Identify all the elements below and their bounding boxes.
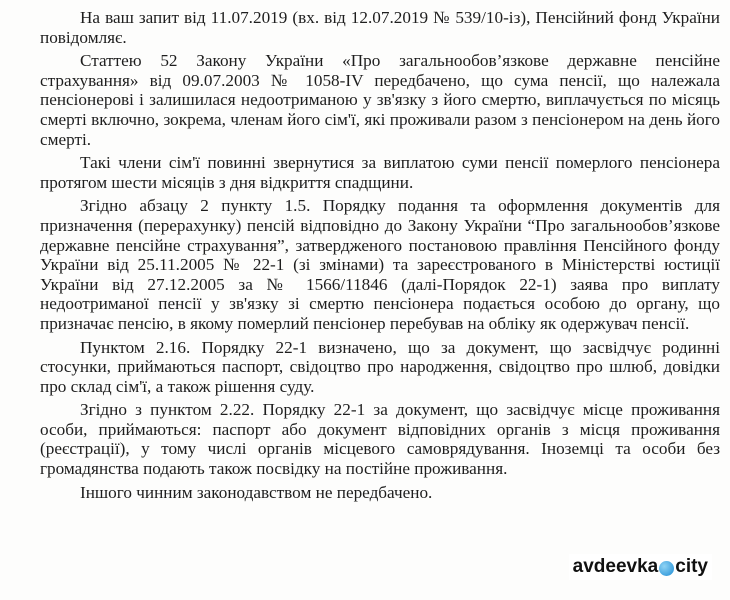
watermark-text-left: avdeevka <box>572 556 659 577</box>
watermark-text-right: city <box>675 556 708 577</box>
globe-icon <box>659 561 674 576</box>
paragraph-point-2-16: Пунктом 2.16. Порядку 22-1 визначено, що за документ, що засвідчує родинні стосунки, приймаються паспорт, свідоцтво про народження, свідоцтво про шлюб, довідки про склад сім'ї, а також рішення суду. <box>40 337 720 396</box>
paragraph-point-2-22: Згідно з пунктом 2.22. Порядку 22-1 за документ, що засвідчує місце проживання особи, приймаються: паспорт або документ відповідних органів з місця проживання (реєстрації), у тому числі органів місцевого самоврядування. Іноземці та особи без громадянства подають також посвідку на постійне проживання. <box>40 400 720 479</box>
watermark-logo <box>569 554 712 580</box>
paragraph-request: На ваш запит від 11.07.2019 (вх. від 12.07.2019 № 539/10-із), Пенсійний фонд України повідомляє. <box>40 8 720 47</box>
paragraph-procedure-1-5: Згідно абзацу 2 пункту 1.5. Порядку подання та оформлення документів для призначення (перерахунку) пенсій відповідно до Закону України “Про загальнообов’язкове державне пенсійне страхування”, затвердженого постановою правління Пенсійного фонду України від 25.11.2005 № 22-1 (зі змінами) та зареєстрованого в Міністерстві юстиції України від 27.12.2005 за № 1566/11846 (далі-Порядок 22-1) заява про виплату недоотриманої пенсії у зв'язку зі смертю пенсіонера подається особою до органу, що призначає пенсію, в якому померлий пенсіонер перебував на обліку як одержувач пенсії. <box>40 196 720 333</box>
paragraph-closing: Іншого чинним законодавством не передбачено. <box>80 482 433 502</box>
letter-body <box>40 8 720 506</box>
paragraph-family-members: Такі члени сім'ї повинні звернутися за виплатою суми пенсії померлого пенсіонера протягом шести місяців з дня відкриття спадщини. <box>40 153 720 192</box>
paragraph-article-52: Статтею 52 Закону України «Про загальнообов’язкове державне пенсійне страхування» від 09.07.2003 № 1058-IV передбачено, що сума пенсії, що належала пенсіонерові і залишилася недоотриманою у зв'язку з його смертю, виплачується по місяць смерті включно, зокрема, членам його сім'ї, які проживали разом з пенсіонером на день його смерті. <box>40 51 720 149</box>
